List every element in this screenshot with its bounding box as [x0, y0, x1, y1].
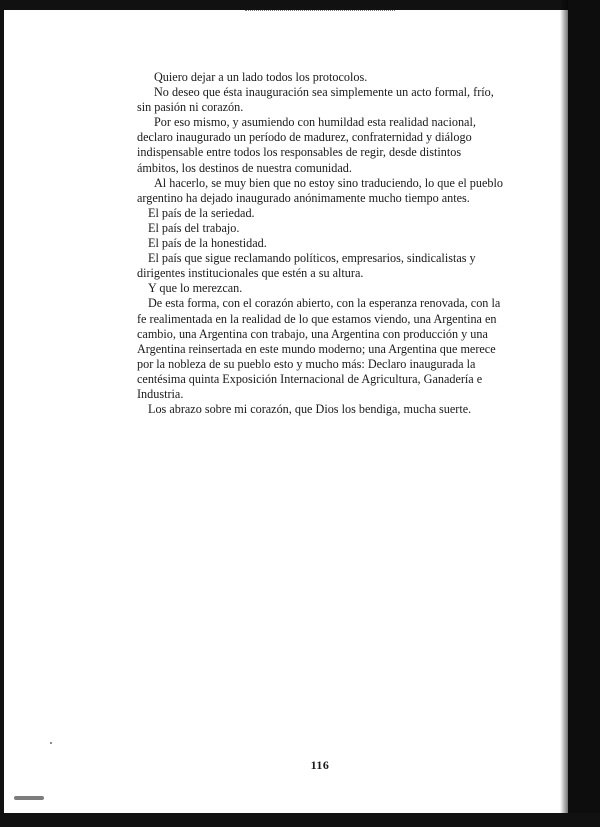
paragraph: El país del trabajo. — [148, 220, 240, 235]
paragraph: Los abrazo sobre mi corazón, que Dios los bendiga, mucha suerte. — [148, 402, 472, 417]
scan-speck — [50, 742, 52, 744]
paragraph: Y que lo merezcan. — [148, 281, 243, 296]
scan-artifact-line — [245, 10, 395, 12]
page-body — [137, 70, 505, 417]
page-number: 116 — [310, 758, 330, 772]
paragraph: Al hacerlo, se muy bien que no estoy sino traduciendo, lo que el pueblo argentino ha dejado inaugurado anónimamente mucho tiempo antes. — [137, 175, 503, 205]
paragraph: Quiero dejar a un lado todos los protocolos. — [154, 70, 368, 84]
paragraph: El país de la seriedad. — [148, 205, 255, 220]
scan-artifact-mark — [14, 796, 44, 800]
scan-border-left — [0, 0, 4, 827]
paragraph: El país de la honestidad. — [148, 236, 267, 251]
paragraph: Por eso mismo, y asumiendo con humildad esta realidad nacional, declaro inaugurado un período de madurez, confraternidad y diálogo indispensable entre todos los responsables de regir, desde distintos ámbitos, los destinos de nuestra comunidad. — [137, 115, 476, 175]
paragraph: El país que sigue reclamando políticos, empresarios, sindicalistas y dirigentes institucionales que estén a su altura. — [137, 251, 476, 281]
scan-border-bottom — [0, 813, 600, 827]
scan-border-top — [0, 0, 600, 10]
scan-border-right — [568, 0, 600, 827]
paragraph: De esta forma, con el corazón abierto, con la esperanza renovada, con la fe realimentada en la realidad de lo que estamos viendo, una Argentina en cambio, una Argentina con trabajo, una Argentina con producción y una Argentina reinsertada en este mundo moderno; una Argentina que merece por la nobleza de su pueblo esto y mucho más: Declaro inaugurada la centésima quinta Exposición Internacional de Agricultura, Ganadería e Industria. — [137, 296, 501, 401]
paragraph: No deseo que ésta inauguración sea simplemente un acto formal, frío, sin pasión ni corazón. — [137, 85, 494, 115]
